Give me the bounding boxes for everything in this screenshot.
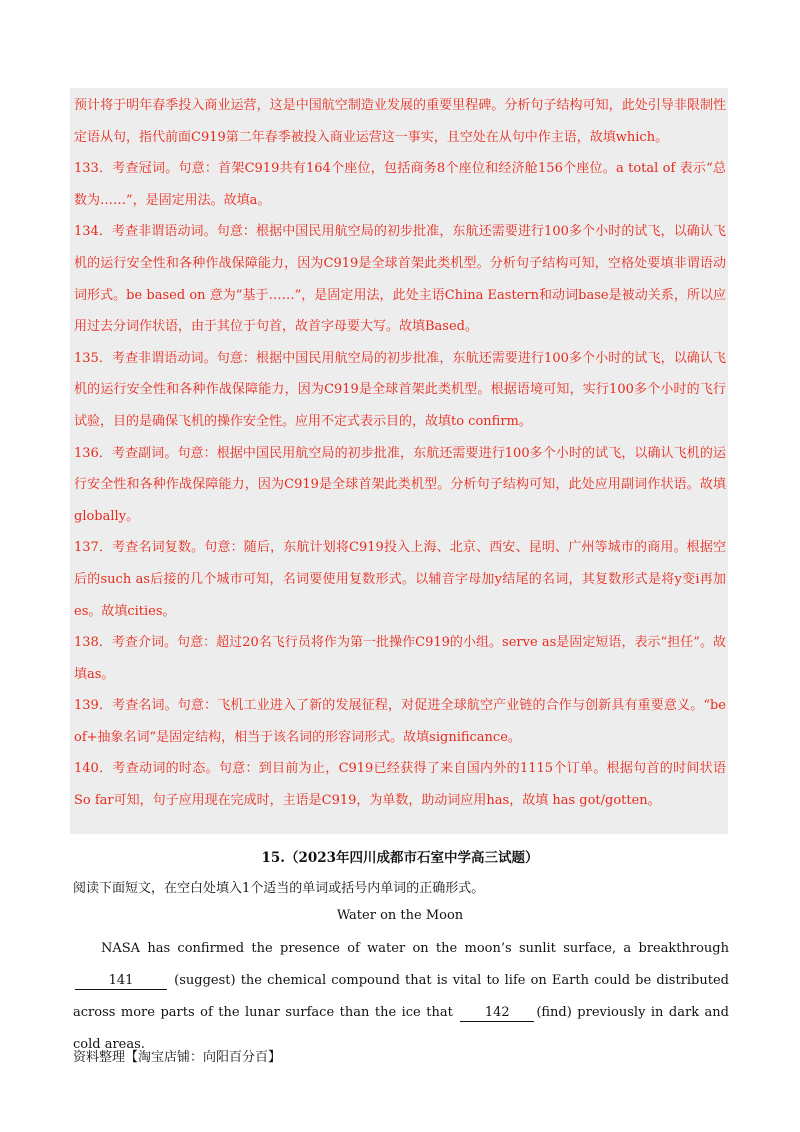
answer-134: 134．考查非谓语动词。句意：根据中国民用航空局的初步批准，东航还需要进行100多个小时的试飞，以确认飞机的运行安全性和各种作战保障能力，因为C919是全球首架此类机型。分析句子结构可知，空格处要填非谓语动词形式。be based on 意为“基于……”，是固定用法，此处主语China Eastern和动词base是被动关系，所以应用过去分词作状语，由于其位于句首，故首字母要大写。故填Based。	[74, 224, 726, 335]
section-heading: 15.（2023年四川成都市石室中学高三试题）	[261, 850, 539, 866]
passage-part-2: (suggest) the chemical compound that is vital to life on Earth could be distributed across more parts of the lunar surface than the ice that	[73, 973, 729, 1020]
blank-141: 141	[75, 973, 167, 990]
answer-135: 135．考查非谓语动词。句意：根据中国民用航空局的初步批准，东航还需要进行100多个小时的试飞，以确认飞机的运行安全性和各种作战保障能力，因为C919是全球首架此类机型。根据语境可知，实行100多个小时的飞行试验，目的是确保飞机的操作安全性。应用不定式表示目的，故填to confirm。	[74, 350, 726, 429]
blank-142: 142	[460, 1005, 534, 1022]
passage-text	[73, 933, 729, 1061]
answer-132-cont: 预计将于明年春季投入商业运营，这是中国航空制造业发展的重要里程碑。分析句子结构可知，此处引导非限制性定语从句，指代前面C919第二年春季被投入商业运营这一事实，且空处在从句中作主语，故填which。	[74, 98, 726, 145]
passage-part-1: NASA has confirmed the presence of water on the moon’s sunlit surface, a breakthrough	[101, 941, 729, 956]
answer-133: 133．考查冠词。句意：首架C919共有164个座位，包括商务8个座位和经济舱156个座位。a total of 表示“总数为……”，是固定用法。故填a。	[74, 161, 726, 208]
passage-title: Water on the Moon	[336, 908, 464, 923]
passage-part-3: (find) previously in dark and cold areas.	[73, 1005, 730, 1052]
answer-137: 137．考查名词复数。句意：随后，东航计划将C919投入上海、北京、西安、昆明、广州等城市的商用。根据空后的such as后接的几个城市可知，名词要使用复数形式。以辅音字母加y结尾的名词，其复数形式是将y变i再加es。故填cities。	[74, 540, 726, 619]
answer-140: 140．考查动词的时态。句意：到目前为止，C919已经获得了来自国内外的1115个订单。根据句首的时间状语So far可知，句子应用现在完成时，主语是C919，为单数，助动词应用has，故填 has got/gotten。	[74, 761, 726, 809]
answer-138: 138．考查介词。句意：超过20名飞行员将作为第一批操作C919的小组。serve as是固定短语，表示“担任”。故填as。	[74, 635, 726, 682]
answer-136: 136．考查副词。句意：根据中国民用航空局的初步批准，东航还需要进行100多个小时的试飞，以确认飞机的运行安全性和各种作战保障能力，因为C919是全球首架此类机型。分析句子结构可知，此处应用副词作状语。故填globally。	[74, 445, 726, 524]
footer-source: 资料整理【淘宝店铺：向阳百分百】	[73, 1050, 282, 1065]
instruction-text: 阅读下面短文，在空白处填入1个适当的单词或括号内单词的正确形式。	[73, 881, 485, 896]
answer-explanations	[70, 88, 728, 834]
answer-139: 139．考查名词。句意：飞机工业进入了新的发展征程，对促进全球航空产业链的合作与创新具有重要意义。“be of+抽象名词”是固定结构，相当于该名词的形容词形式。故填significance。	[74, 698, 726, 745]
